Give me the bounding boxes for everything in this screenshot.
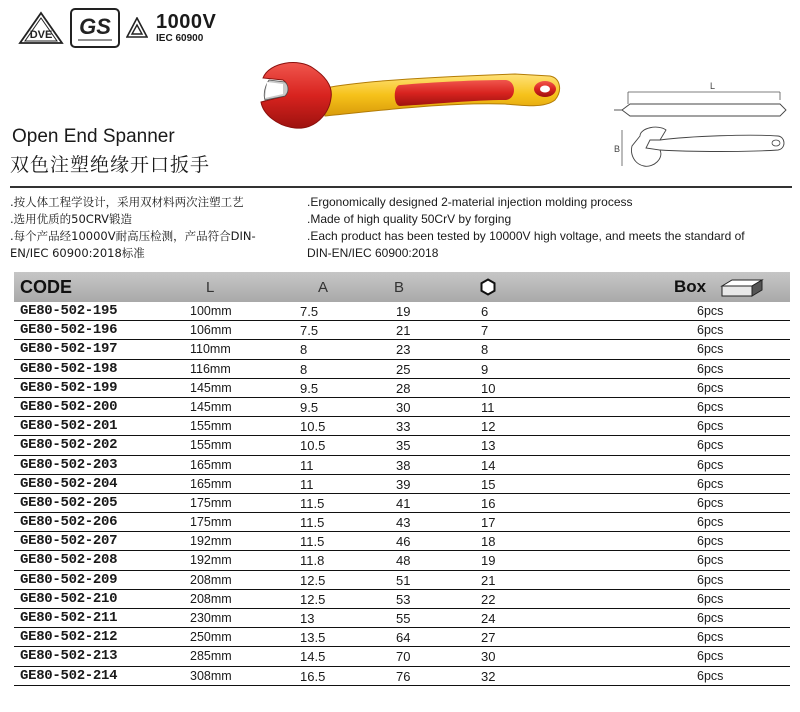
row-code: GE80-502-214 bbox=[20, 667, 118, 684]
row-box-qty: 6pcs bbox=[697, 476, 724, 491]
row-hex-size: 15 bbox=[481, 476, 496, 492]
row-box-qty: 6pcs bbox=[697, 630, 724, 645]
table-row bbox=[14, 417, 790, 436]
row-code: GE80-502-203 bbox=[20, 456, 118, 473]
row-code: GE80-502-209 bbox=[20, 571, 118, 588]
diagram-width-label: B bbox=[614, 144, 621, 154]
row-box-qty: 6pcs bbox=[697, 438, 724, 453]
row-box-qty: 6pcs bbox=[697, 553, 724, 568]
header-length: L bbox=[206, 278, 215, 296]
row-length: 208mm bbox=[190, 591, 232, 606]
row-box-qty: 6pcs bbox=[697, 515, 724, 530]
row-code: GE80-502-211 bbox=[20, 610, 118, 626]
row-code: GE80-502-212 bbox=[20, 629, 118, 646]
hexagon-icon bbox=[479, 278, 497, 296]
row-b: 53 bbox=[396, 591, 411, 607]
row-code: GE80-502-207 bbox=[20, 533, 118, 550]
row-box-qty: 6pcs bbox=[697, 361, 724, 376]
row-length: 208mm bbox=[190, 572, 232, 587]
table-row bbox=[14, 513, 790, 532]
row-b: 30 bbox=[396, 399, 411, 415]
table-row bbox=[14, 647, 790, 666]
row-a: 10.5 bbox=[300, 438, 326, 454]
row-box-qty: 6pcs bbox=[697, 323, 724, 338]
description-en bbox=[307, 194, 797, 262]
row-b: 23 bbox=[396, 342, 411, 358]
row-b: 51 bbox=[396, 572, 411, 588]
row-length: 250mm bbox=[190, 630, 232, 645]
row-box-qty: 6pcs bbox=[697, 304, 724, 318]
row-hex-size: 6 bbox=[481, 304, 489, 319]
row-b: 76 bbox=[396, 668, 411, 684]
row-box-qty: 6pcs bbox=[697, 611, 724, 625]
row-box-qty: 6pcs bbox=[697, 668, 724, 683]
row-length: 165mm bbox=[190, 476, 232, 491]
row-length: 285mm bbox=[190, 649, 232, 664]
row-b: 46 bbox=[396, 534, 411, 550]
row-hex-size: 11 bbox=[481, 399, 495, 415]
row-a: 12.5 bbox=[300, 572, 326, 588]
table-row bbox=[14, 551, 790, 570]
row-b: 70 bbox=[396, 649, 411, 665]
description-cn-line: EN/IEC 60900:2018标准 bbox=[10, 246, 145, 260]
row-code: GE80-502-199 bbox=[20, 379, 118, 396]
table-row bbox=[14, 494, 790, 513]
table-row bbox=[14, 590, 790, 609]
row-length: 145mm bbox=[190, 380, 232, 395]
row-length: 106mm bbox=[190, 323, 232, 338]
spanner-product-image bbox=[255, 58, 565, 133]
product-title-en: Open End Spanner bbox=[12, 126, 175, 147]
row-b: 39 bbox=[396, 476, 411, 492]
row-a: 12.5 bbox=[300, 591, 326, 607]
row-length: 100mm bbox=[190, 304, 232, 318]
row-length: 165mm bbox=[190, 457, 232, 472]
header-code: CODE bbox=[20, 276, 73, 297]
row-box-qty: 6pcs bbox=[697, 399, 724, 414]
row-a: 11.5 bbox=[300, 515, 325, 531]
row-b: 21 bbox=[396, 323, 411, 339]
row-hex-size: 13 bbox=[481, 438, 496, 454]
table-row bbox=[14, 360, 790, 379]
spec-table bbox=[14, 272, 790, 686]
header-box: Box bbox=[674, 277, 707, 296]
row-a: 11 bbox=[300, 457, 314, 473]
row-box-qty: 6pcs bbox=[697, 572, 724, 587]
header-b: B bbox=[394, 278, 405, 296]
row-code: GE80-502-198 bbox=[20, 360, 118, 377]
row-a: 13.5 bbox=[300, 630, 326, 646]
row-a: 8 bbox=[300, 361, 308, 377]
description-cn-line: .选用优质的50CRV锻造 bbox=[10, 212, 133, 226]
row-b: 55 bbox=[396, 611, 411, 626]
description-cn bbox=[10, 194, 300, 262]
row-code: GE80-502-208 bbox=[20, 552, 118, 569]
row-a: 9.5 bbox=[300, 380, 319, 396]
row-box-qty: 6pcs bbox=[697, 419, 724, 434]
row-length: 116mm bbox=[190, 361, 231, 376]
row-a: 10.5 bbox=[300, 419, 326, 435]
row-box-qty: 6pcs bbox=[697, 591, 724, 606]
row-hex-size: 30 bbox=[481, 649, 496, 665]
row-length: 175mm bbox=[190, 495, 232, 510]
row-a: 9.5 bbox=[300, 399, 319, 415]
row-length: 175mm bbox=[190, 515, 232, 530]
row-a: 13 bbox=[300, 611, 315, 626]
table-row bbox=[14, 609, 790, 628]
row-hex-size: 22 bbox=[481, 591, 496, 607]
gs-mark-icon bbox=[70, 8, 120, 48]
table-row bbox=[14, 302, 790, 321]
dimension-diagram bbox=[600, 74, 795, 174]
row-hex-size: 16 bbox=[481, 495, 496, 511]
row-hex-size: 32 bbox=[481, 668, 496, 684]
row-code: GE80-502-205 bbox=[20, 494, 118, 511]
description-en-line: DIN-EN/IEC 60900:2018 bbox=[307, 246, 439, 260]
row-b: 19 bbox=[396, 304, 411, 319]
diagram-length-label: L bbox=[710, 81, 716, 91]
table-row bbox=[14, 628, 790, 647]
table-row bbox=[14, 475, 790, 494]
row-code: GE80-502-196 bbox=[20, 322, 118, 339]
row-length: 155mm bbox=[190, 419, 232, 434]
table-row bbox=[14, 379, 790, 398]
row-hex-size: 12 bbox=[481, 419, 496, 435]
row-hex-size: 10 bbox=[481, 380, 496, 396]
table-row bbox=[14, 667, 790, 686]
row-length: 230mm bbox=[190, 611, 232, 625]
row-b: 25 bbox=[396, 361, 411, 377]
table-row bbox=[14, 532, 790, 551]
row-code: GE80-502-195 bbox=[20, 303, 118, 319]
row-code: GE80-502-201 bbox=[20, 418, 118, 435]
row-a: 16.5 bbox=[300, 668, 326, 684]
table-row bbox=[14, 340, 790, 359]
row-a: 11.8 bbox=[300, 553, 325, 569]
row-a: 7.5 bbox=[300, 323, 319, 339]
svg-text:GS: GS bbox=[79, 14, 111, 39]
voltage-rating bbox=[156, 12, 216, 44]
row-hex-size: 9 bbox=[481, 361, 489, 377]
row-box-qty: 6pcs bbox=[697, 380, 724, 395]
row-hex-size: 7 bbox=[481, 323, 489, 339]
row-box-qty: 6pcs bbox=[697, 342, 724, 357]
description-en-line: .Made of high quality 50CrV by forging bbox=[307, 212, 512, 226]
table-row bbox=[14, 456, 790, 475]
row-hex-size: 19 bbox=[481, 553, 496, 569]
row-box-qty: 6pcs bbox=[697, 457, 724, 472]
row-hex-size: 8 bbox=[481, 342, 489, 358]
table-body bbox=[14, 302, 790, 686]
row-b: 35 bbox=[396, 438, 411, 454]
row-b: 64 bbox=[396, 630, 411, 646]
standard-label: IEC 60900 bbox=[156, 33, 204, 44]
row-a: 7.5 bbox=[300, 304, 319, 319]
row-b: 41 bbox=[396, 495, 411, 511]
row-code: GE80-502-200 bbox=[20, 398, 118, 415]
row-code: GE80-502-202 bbox=[20, 437, 118, 454]
voltage-label: 1000V bbox=[156, 11, 217, 33]
row-hex-size: 17 bbox=[481, 515, 496, 531]
row-code: GE80-502-197 bbox=[20, 341, 118, 358]
row-b: 38 bbox=[396, 457, 411, 473]
table-row bbox=[14, 571, 790, 590]
description-divider bbox=[10, 186, 792, 188]
row-length: 110mm bbox=[190, 342, 231, 357]
table-header bbox=[14, 272, 790, 302]
row-hex-size: 21 bbox=[481, 572, 496, 588]
row-b: 43 bbox=[396, 515, 411, 531]
row-code: GE80-502-213 bbox=[20, 648, 118, 665]
row-box-qty: 6pcs bbox=[697, 495, 724, 510]
row-a: 11.5 bbox=[300, 495, 325, 511]
row-length: 308mm bbox=[190, 668, 232, 683]
row-length: 155mm bbox=[190, 438, 232, 453]
row-box-qty: 6pcs bbox=[697, 534, 724, 549]
table-row bbox=[14, 436, 790, 455]
svg-text:DVE: DVE bbox=[29, 29, 53, 41]
product-title-cn: 双色注塑绝缘开口扳手 bbox=[10, 154, 211, 176]
table-row bbox=[14, 321, 790, 340]
description-en-line: .Ergonomically designed 2-material injection molding process bbox=[307, 195, 633, 209]
description-cn-line: .按人体工程学设计，采用双材料两次注塑工艺 bbox=[10, 195, 244, 209]
header-a: A bbox=[318, 278, 329, 296]
row-hex-size: 24 bbox=[481, 611, 496, 626]
row-b: 28 bbox=[396, 380, 411, 396]
row-b: 48 bbox=[396, 553, 411, 569]
row-hex-size: 18 bbox=[481, 534, 496, 550]
row-length: 145mm bbox=[190, 399, 232, 414]
row-a: 14.5 bbox=[300, 649, 326, 665]
row-code: GE80-502-206 bbox=[20, 514, 118, 531]
description-cn-line: .每个产品经10000V耐高压检测，产品符合DIN- bbox=[10, 229, 256, 243]
box-icon bbox=[720, 278, 764, 298]
row-box-qty: 6pcs bbox=[697, 649, 724, 664]
vde-logo-icon bbox=[18, 11, 64, 45]
double-triangle-icon bbox=[126, 17, 148, 39]
row-hex-size: 14 bbox=[481, 457, 496, 473]
table-row bbox=[14, 398, 790, 417]
row-length: 192mm bbox=[190, 534, 232, 549]
row-a: 8 bbox=[300, 342, 308, 358]
row-code: GE80-502-204 bbox=[20, 475, 118, 492]
certification-marks bbox=[18, 8, 216, 48]
row-a: 11 bbox=[300, 476, 314, 492]
description-en-line: .Each product has been tested by 10000V high voltage, and meets the standard of bbox=[307, 229, 745, 243]
row-code: GE80-502-210 bbox=[20, 590, 118, 607]
row-a: 11.5 bbox=[300, 534, 325, 550]
row-b: 33 bbox=[396, 419, 411, 435]
row-hex-size: 27 bbox=[481, 630, 496, 646]
row-length: 192mm bbox=[190, 553, 232, 568]
